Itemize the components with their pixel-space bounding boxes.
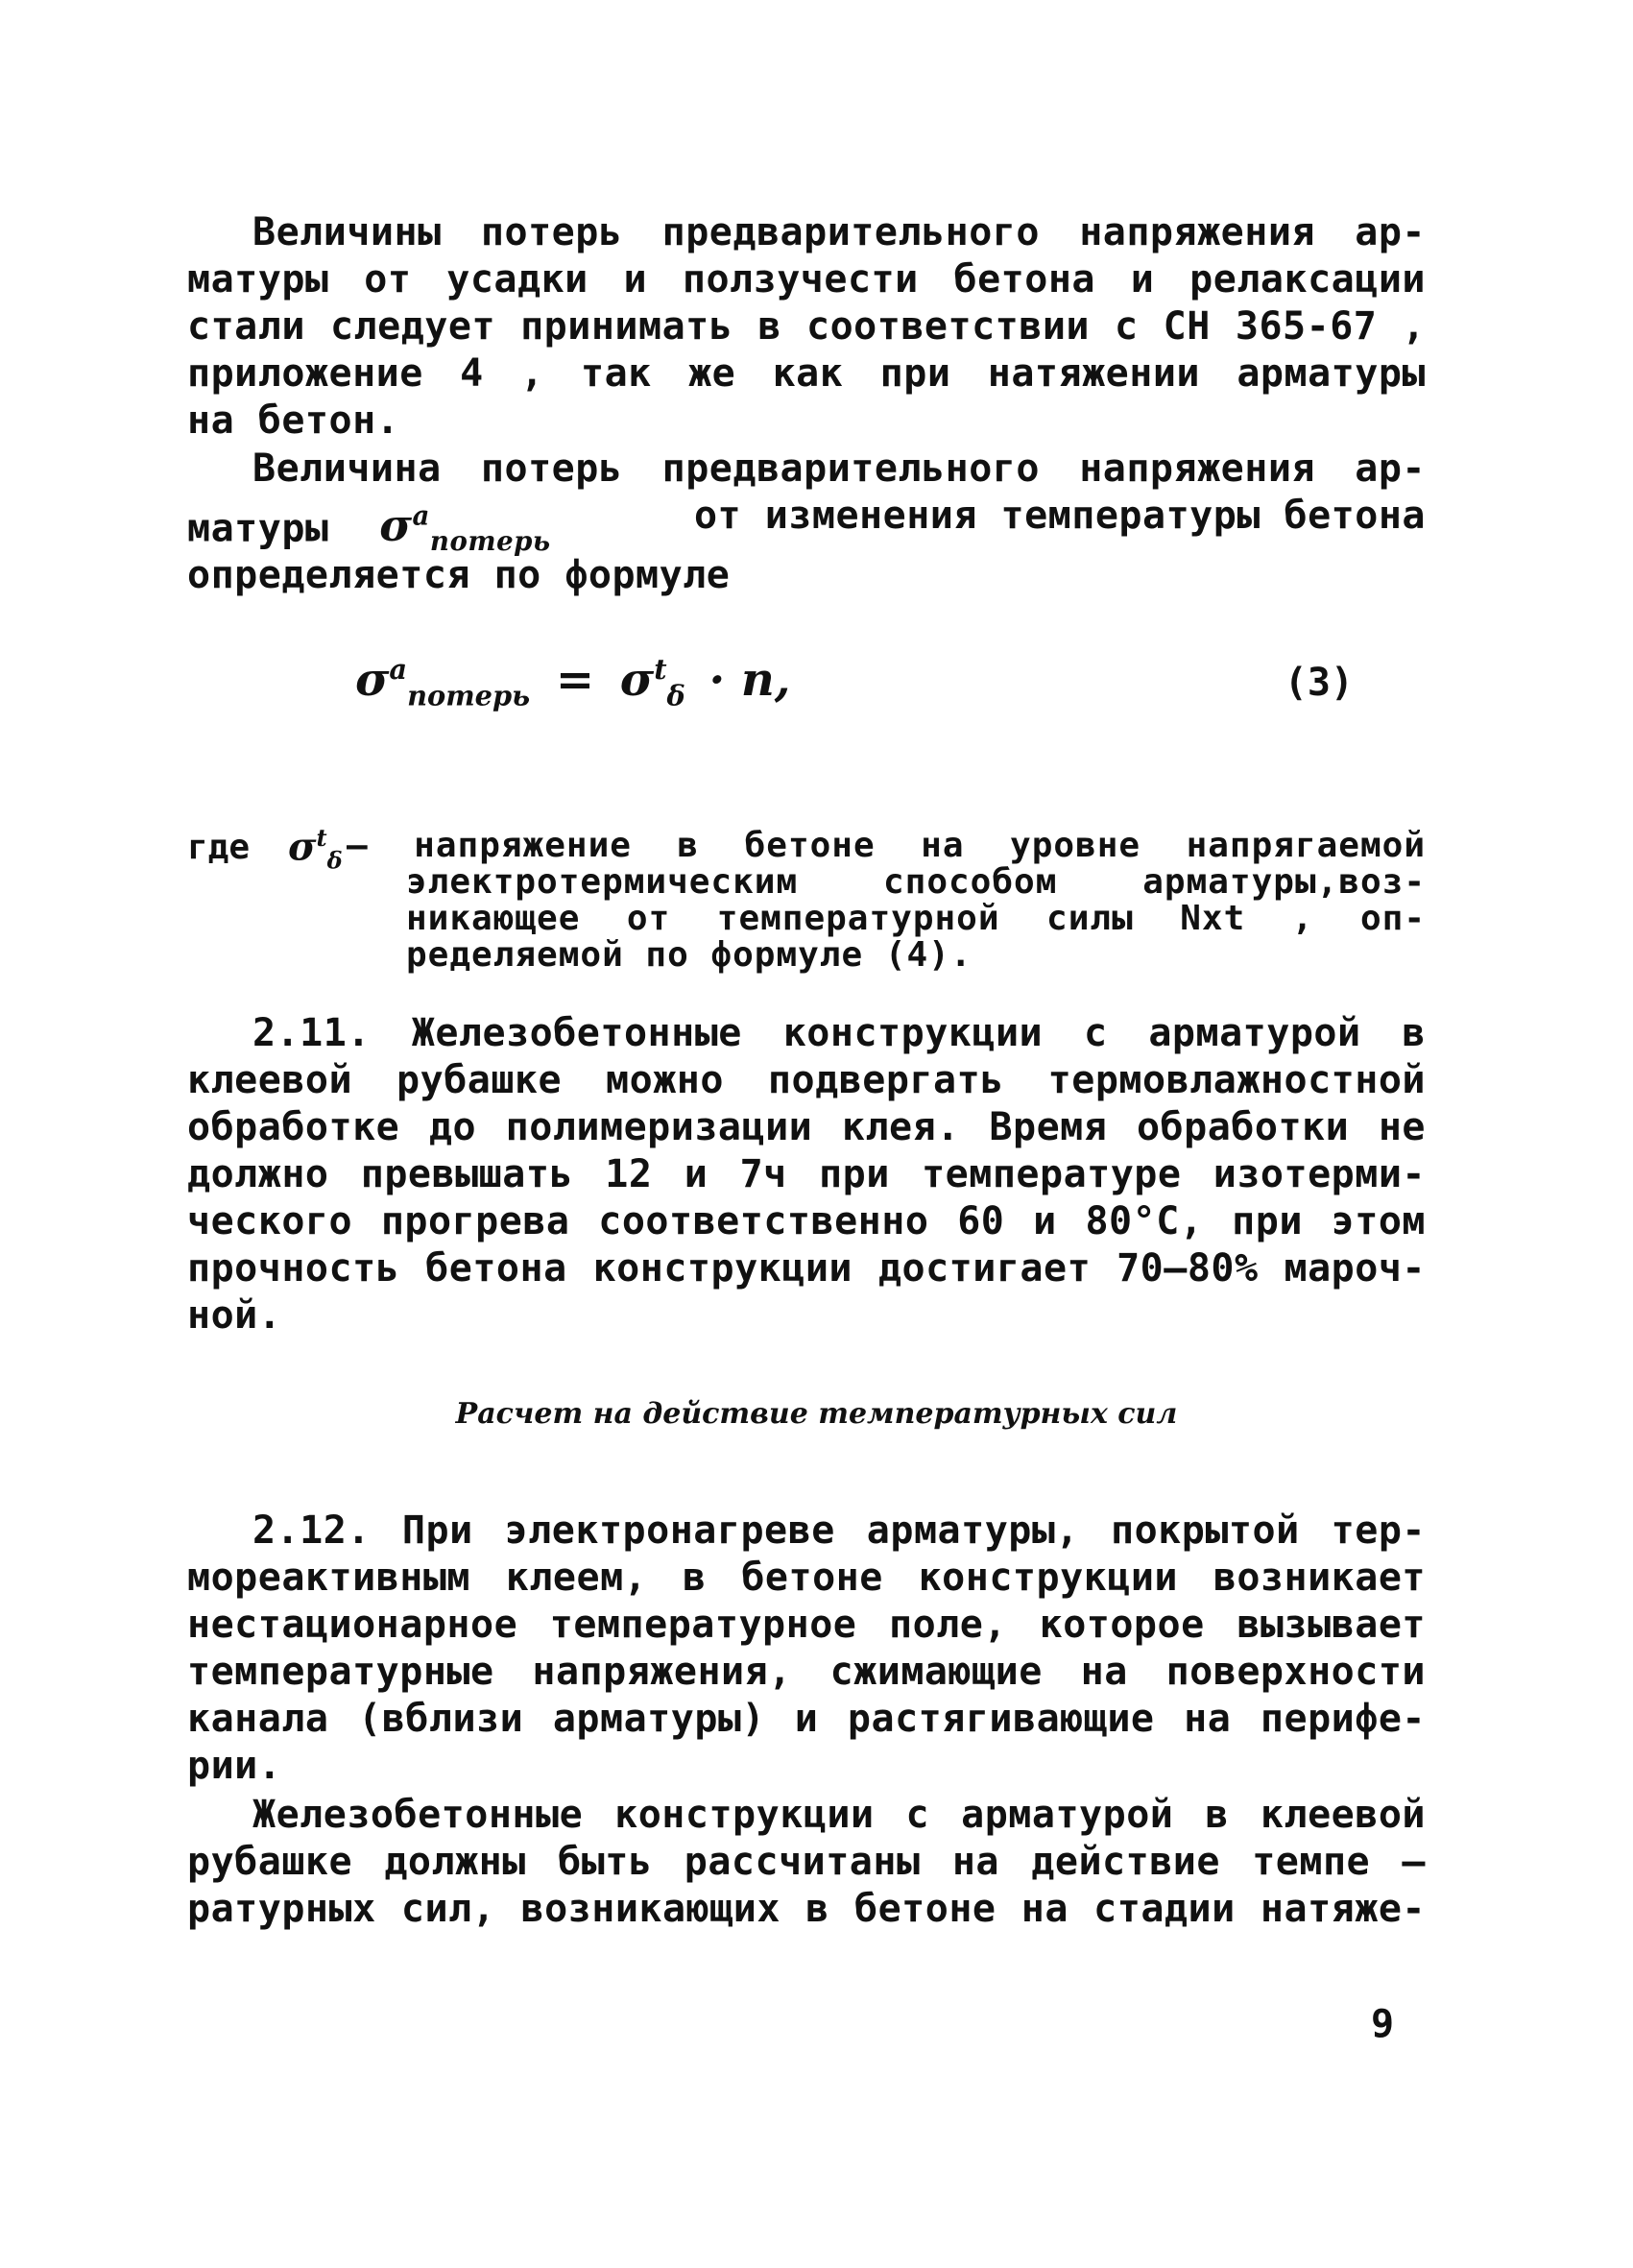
text-line: ределяемой по формуле (4). [406,935,973,975]
equation-number: (3) [1284,661,1354,705]
text-line: рии. [187,1744,282,1788]
text-line: должно превышать 12 и 7ч при температуре изотерми- [187,1152,1426,1196]
section-heading: Расчет на действие температурных сил [455,1397,1178,1431]
text-line: клеевой рубашке можно подвергать термовлажностной [187,1058,1426,1102]
text-line: на бетон. [187,398,400,443]
sigma-losses-symbol: $\sigma^а_{потерь}$ [379,499,551,558]
text-line: канала (вблизи арматуры) и растягивающие на перифе- [187,1697,1426,1741]
paragraph-2-11 [187,1010,1426,1339]
text-line: рубашке должны быть рассчитаны на действие темпе – [187,1840,1426,1884]
formula-expression: $\sigma^а_{потерь} = \sigma^t_\delta \cdot n$, [355,653,791,712]
text-line-with-symbol [187,493,1426,558]
text-line: Железобетонные конструкции с арматурой в клеевой [252,1793,1426,1837]
text-line: определяется по формуле [187,553,731,597]
text-line: матуры от усадки и ползучести бетона и релаксации [187,257,1426,302]
text-line: электротермическим способом арматуры,воз- [406,862,1426,902]
paragraph-adhesive-jacket [187,1792,1426,1933]
text-line: 2.12. При электронагреве арматуры, покрытой тер- [252,1508,1426,1553]
text-line: – напряжение в бетоне на уровне напрягаемой [347,826,1426,865]
text-line: приложение 4 , так же как при натяжении арматуры [187,351,1426,396]
where-definition [347,826,1426,975]
paragraph-temperature-losses [187,446,1426,599]
sigma-bt-symbol: $\sigma^t_\delta$ [288,824,343,875]
text-line: ческого прогрева соответственно 60 и 80°С, при этом [187,1199,1426,1243]
text-line: стали следует принимать в соответствии с СН 365-67 , [187,304,1426,349]
paragraph-relaxation-losses [187,209,1426,445]
where-label: где [187,828,251,867]
text-line: прочность бетона конструкции достигает 70–80% мароч- [187,1246,1426,1291]
text-line: Величина потерь предварительного напряжения ар- [252,446,1426,491]
text-fragment: от изменения температуры бетона [693,494,1426,538]
text-line: никающее от температурной силы Nxt , оп- [406,899,1426,938]
text-line: температурные напряжения, сжимающие на поверхности [187,1650,1426,1694]
text-line: ратурных сил, возникающих в бетоне на стадии натяже- [187,1887,1426,1931]
paragraph-2-12 [187,1508,1426,1790]
text-line: 2.11. Железобетонные конструкции с арматурой в [252,1011,1426,1055]
formula-3 [355,653,1354,720]
text-line: обработке до полимеризации клея. Время обработки не [187,1105,1426,1149]
text-line: ной. [187,1293,282,1338]
text-line: нестационарное температурное поле, которое вызывает [187,1603,1426,1647]
text-line: мореактивным клеем, в бетоне конструкции возникает [187,1556,1426,1600]
text-fragment: матуры [187,506,329,551]
page-number: 9 [1371,2002,1395,2046]
text-line: Величины потерь предварительного напряжения ар- [252,210,1426,254]
